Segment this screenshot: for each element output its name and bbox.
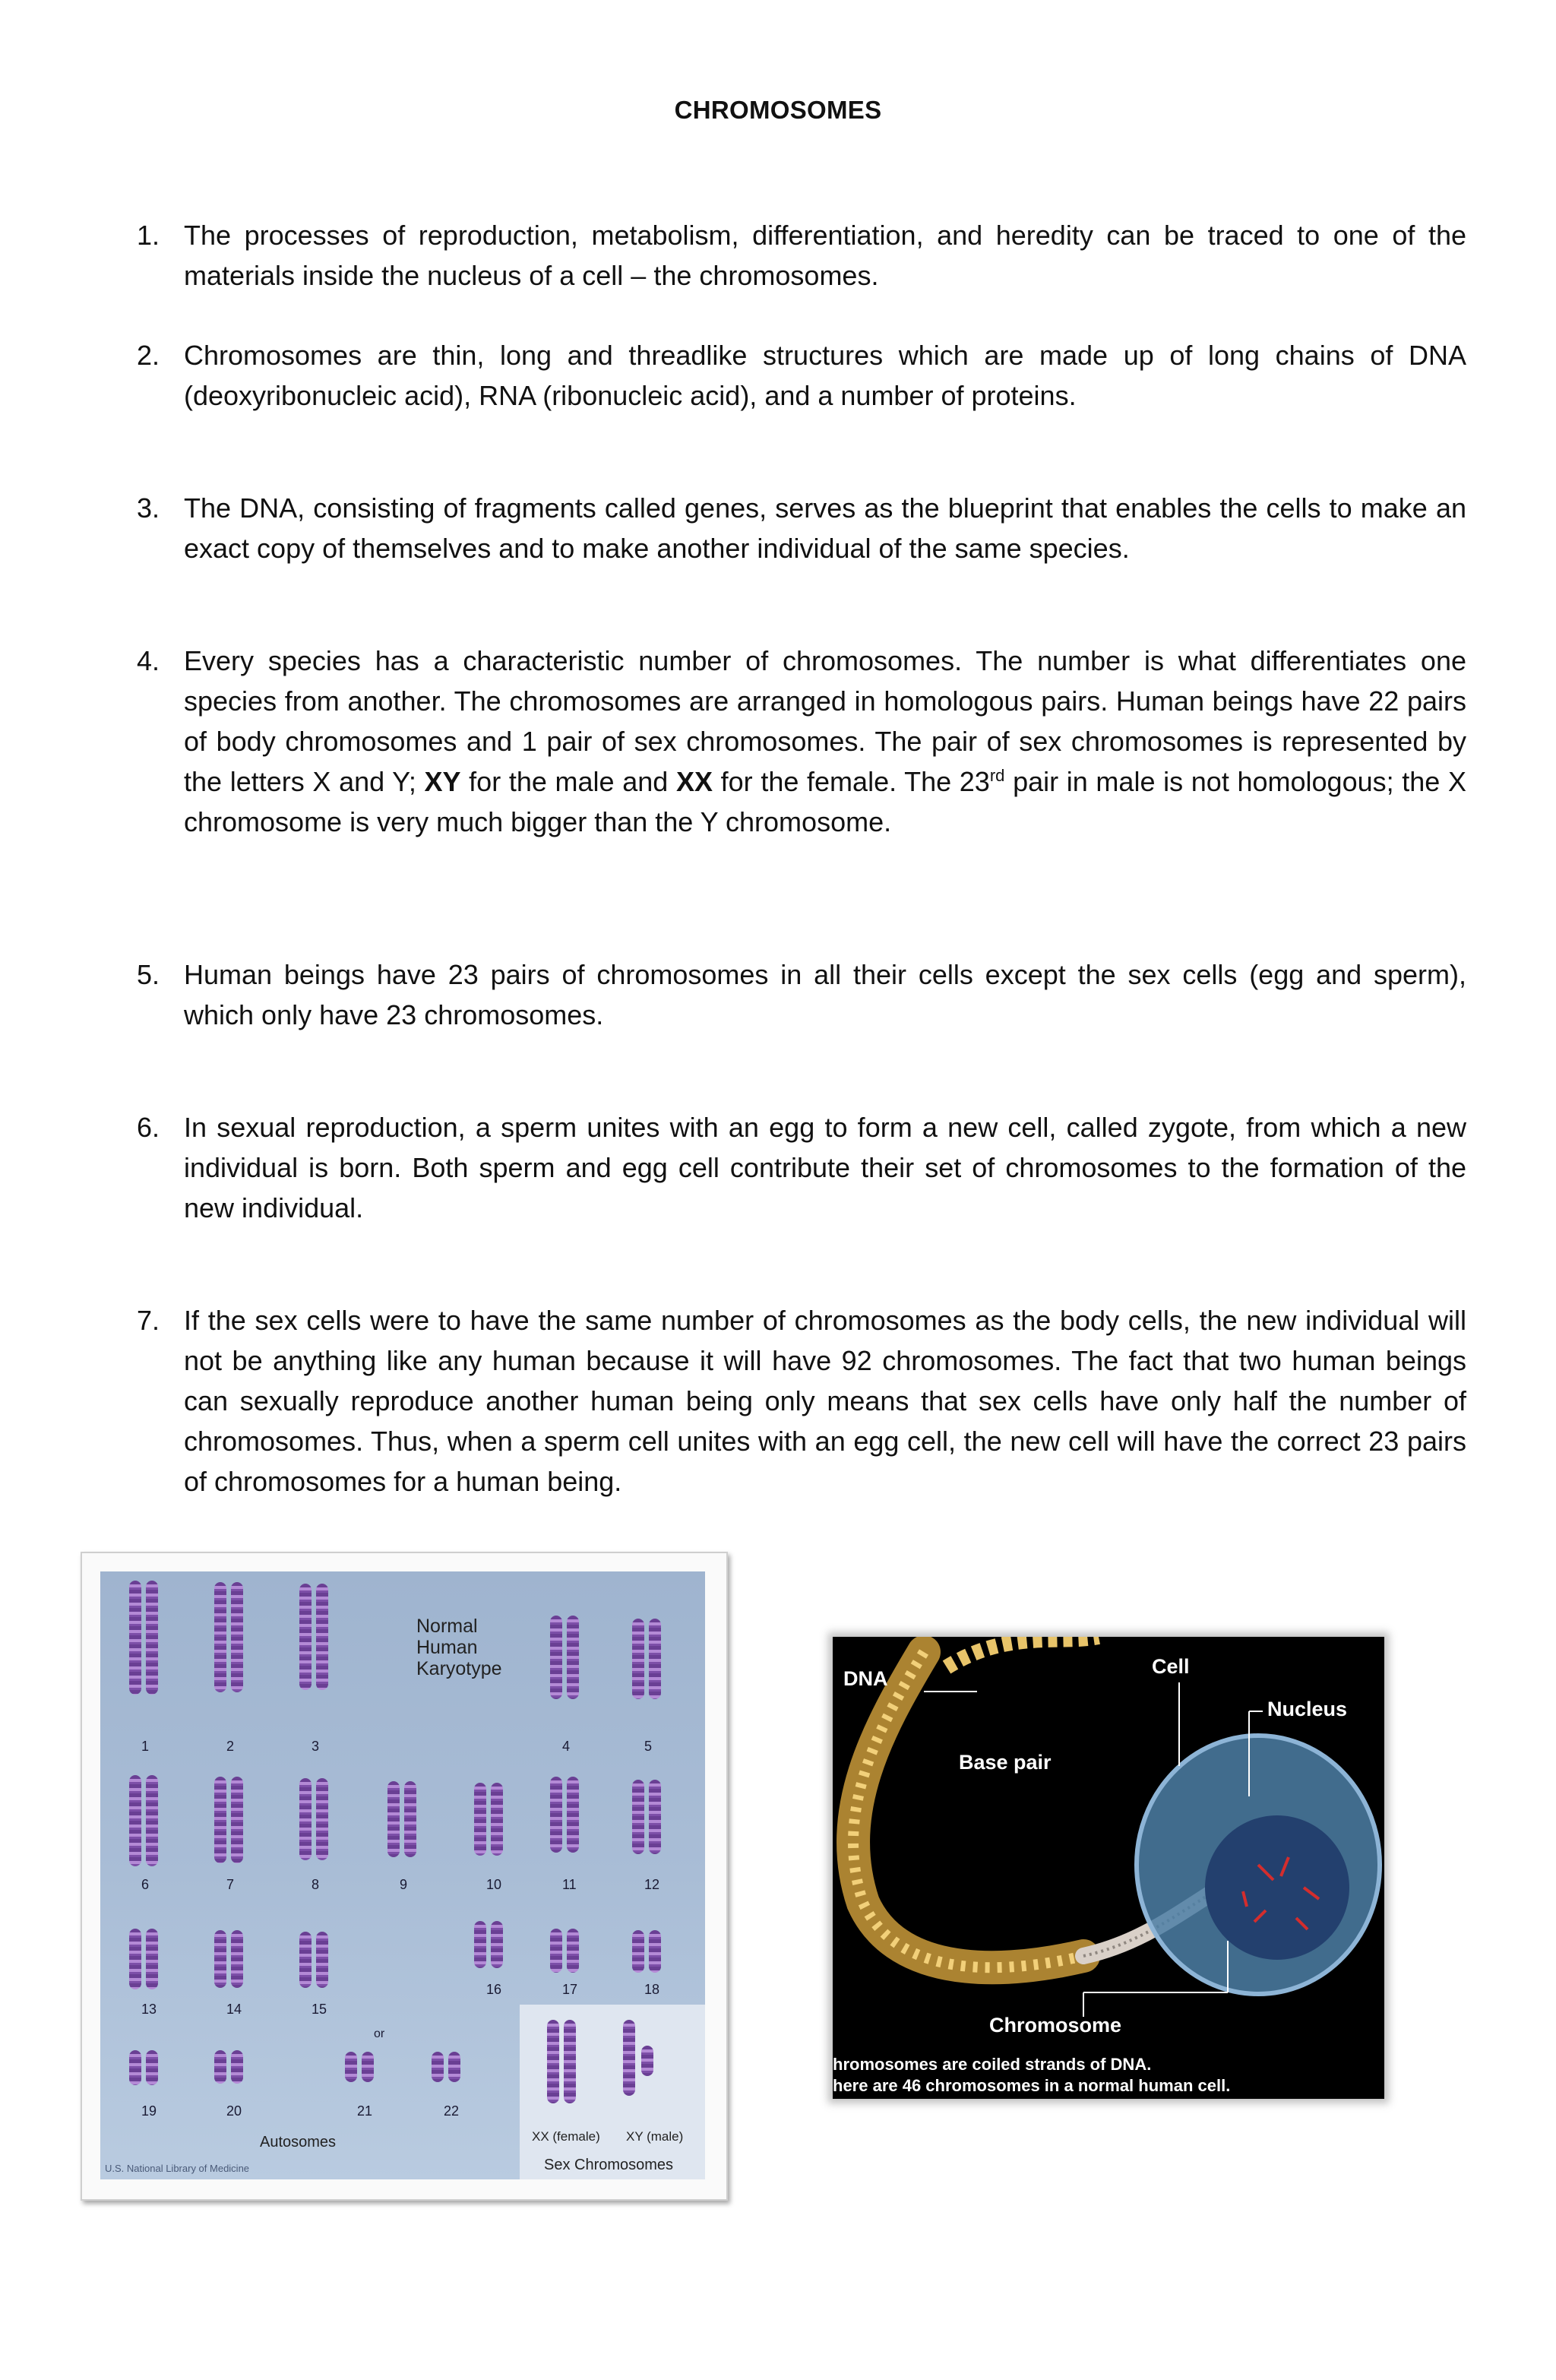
cell-label: Cell — [1152, 1655, 1190, 1678]
chromosome — [649, 1619, 661, 1699]
chromosome — [146, 1929, 158, 1989]
karyotype-panel — [100, 1571, 705, 2179]
chromosome — [214, 1930, 226, 1988]
page-title: CHROMOSOMES — [674, 96, 882, 124]
chromosome — [231, 1777, 243, 1863]
chromosome — [146, 1581, 158, 1695]
xx-label: XX (female) — [532, 2129, 600, 2144]
chromosome — [567, 1929, 579, 1973]
chromosome — [632, 1930, 644, 1973]
chromosome — [491, 1783, 503, 1856]
or-label: or — [374, 2027, 385, 2040]
chromosome — [491, 1921, 503, 1968]
chromosome-number: 10 — [486, 1877, 502, 1892]
chromosome — [550, 1929, 562, 1973]
chromosome — [649, 1780, 661, 1854]
male-pair-label: XY — [424, 766, 461, 797]
chromosome-number: 16 — [486, 1982, 502, 1997]
list-item-6 — [137, 1107, 1466, 1228]
chromosome-number: 6 — [141, 1877, 150, 1892]
karyotype-title — [416, 1616, 502, 1679]
chromosome — [387, 1781, 400, 1857]
chromosome-number: 20 — [226, 2103, 242, 2119]
sex-chromosome — [623, 2020, 635, 2096]
list-number: 2. — [137, 340, 160, 371]
chromosome — [474, 1921, 486, 1968]
chromosome — [432, 2052, 444, 2082]
sex-chromosome — [641, 2046, 653, 2076]
list-number: 6. — [137, 1112, 160, 1143]
list-item-1 — [137, 215, 1466, 296]
chromosome-number: 22 — [444, 2103, 460, 2119]
karyotype-title-line: Karyotype — [416, 1658, 502, 1679]
image-credit: U.S. National Library of Medicine — [105, 2163, 250, 2174]
chromosome-number: 8 — [312, 1877, 320, 1892]
list-item-3 — [137, 488, 1466, 568]
chromosome-number: 21 — [357, 2103, 373, 2119]
list-text: The DNA, consisting of fragments called genes, serves as the blueprint that enables the cells to make an exact copy of themselves and to make another individual of the same species. — [184, 492, 1466, 564]
chromosome-number: 12 — [644, 1877, 660, 1892]
chromosome — [214, 1777, 226, 1863]
caption-line-2: here are 46 chromosomes in a normal human cell. — [833, 2076, 1231, 2095]
xy-label: XY (male) — [626, 2129, 684, 2144]
chromosome — [231, 1582, 243, 1692]
karyotype-title-line: Normal — [416, 1616, 478, 1637]
chromosome — [448, 2052, 460, 2082]
nucleus — [1205, 1815, 1349, 1960]
list-item-4 — [137, 641, 1466, 842]
chromosome-number: 14 — [226, 2002, 242, 2017]
chromosome — [129, 1929, 141, 1989]
chromosome — [632, 1619, 644, 1699]
chromosome — [550, 1777, 562, 1853]
chromosome — [129, 2050, 141, 2085]
list-number: 1. — [137, 220, 160, 251]
chromosome-number: 13 — [141, 2002, 157, 2017]
list-text — [184, 641, 1466, 842]
chromosome-number: 7 — [226, 1877, 235, 1892]
chromosome-number: 4 — [562, 1739, 571, 1754]
karyotype-figure — [81, 1552, 728, 2201]
chromosome — [362, 2052, 374, 2082]
autosomes-label: Autosomes — [260, 2134, 337, 2151]
chromosome — [632, 1780, 644, 1854]
list-text: In sexual reproduction, a sperm unites with an egg to form a new cell, called zygote, from which a new individual is born. Both sperm and egg cell contribute their set of chromosomes to the formation of the new individual. — [184, 1112, 1466, 1223]
sex-chromosomes-label: Sex Chromosomes — [544, 2157, 674, 2173]
ordinal-suffix: rd — [989, 766, 1005, 785]
chromosome — [129, 1581, 141, 1695]
text-run: for the female. The 23 — [713, 766, 990, 797]
chromosome — [129, 1775, 141, 1866]
karyotype-title-line: Human — [416, 1637, 478, 1658]
chromosome — [299, 1778, 312, 1860]
list-item-7 — [137, 1300, 1466, 1502]
base-pair-label: Base pair — [959, 1751, 1052, 1774]
list-item-5 — [137, 954, 1466, 1035]
list-text: The processes of reproduction, metabolism, differentiation, and heredity can be traced to one of the materials inside the nucleus of a cell – the chromosomes. — [184, 220, 1466, 291]
chromosome — [345, 2052, 357, 2082]
list-text: Human beings have 23 pairs of chromosomes in all their cells except the sex cells (egg and sperm), which only have 23 chromosomes. — [184, 959, 1466, 1030]
chromosome-number: 11 — [562, 1877, 577, 1892]
chromosome-number: 9 — [400, 1877, 408, 1892]
female-pair-label: XX — [675, 766, 713, 797]
caption-line-1: hromosomes are coiled strands of DNA. — [833, 2055, 1152, 2074]
chromosome-number: 17 — [562, 1982, 578, 1997]
chromosome — [146, 1775, 158, 1866]
chromosome — [214, 2050, 226, 2084]
chromosome — [231, 2050, 243, 2084]
sex-chromosome — [564, 2020, 576, 2103]
text-run: Every species has a characteristic number of chromosomes. The number is what differentiates one species from another. The chromosomes are arranged in homologous pairs. Human beings have 22 pairs of body chromosomes and 1 pair of sex chromosomes. The pair of sex chromosomes is represented by the letters X and Y; — [184, 645, 1466, 797]
dna-illustration — [833, 1637, 1384, 2099]
list-number: 4. — [137, 645, 160, 676]
list-text: If the sex cells were to have the same number of chromosomes as the body cells, the new individual will not be anything like any human because it will have 92 chromosomes. The fact that two human beings can sexually reproduce another human being only means that sex cells have only half the number of chromosomes. Thus, when a sperm cell unites with an egg cell, the new cell will have the correct 23 pairs of chromosomes for a human being. — [184, 1305, 1466, 1497]
list-number: 7. — [137, 1305, 160, 1336]
chromosome — [474, 1783, 486, 1856]
chromosome — [316, 1778, 328, 1860]
chromosome — [214, 1582, 226, 1692]
chromosome — [299, 1932, 312, 1988]
text-run: for the male and — [460, 766, 676, 797]
chromosome — [404, 1781, 416, 1857]
chromosome-number: 18 — [644, 1982, 660, 1997]
chromosome-number: 2 — [226, 1739, 235, 1754]
chromosome — [649, 1930, 661, 1973]
chromosome — [146, 2050, 158, 2085]
chromosome-number: 15 — [312, 2002, 327, 2017]
chromosome — [231, 1930, 243, 1988]
sex-chromosome — [547, 2020, 559, 2103]
dna-helix — [853, 1652, 1083, 1967]
text-run: pair in male is not homologous; the X chromosome is very much bigger than the Y chromosome. — [184, 766, 1466, 837]
nucleus-label: Nucleus — [1267, 1698, 1348, 1720]
chromosome-number: 1 — [141, 1739, 150, 1754]
dna-label: DNA — [843, 1667, 888, 1690]
chromosome — [299, 1584, 312, 1690]
chromosome-label: Chromosome — [989, 2014, 1122, 2037]
chromosome — [550, 1616, 562, 1699]
list-number: 3. — [137, 492, 160, 524]
list-number: 5. — [137, 959, 160, 990]
list-text: Chromosomes are thin, long and threadlike structures which are made up of long chains of DNA (deoxyribonucleic acid), RNA (ribonucleic acid), and a number of proteins. — [184, 340, 1466, 411]
chromosome — [567, 1616, 579, 1699]
dna-helix-top — [947, 1637, 1099, 1667]
chromosome-number: 5 — [644, 1739, 653, 1754]
chromosome — [567, 1777, 579, 1853]
chromosome — [316, 1584, 328, 1690]
chromosome-number: 3 — [312, 1739, 320, 1754]
list-item-2 — [137, 335, 1466, 416]
chromosome — [316, 1932, 328, 1988]
chromosome-number: 19 — [141, 2103, 157, 2119]
